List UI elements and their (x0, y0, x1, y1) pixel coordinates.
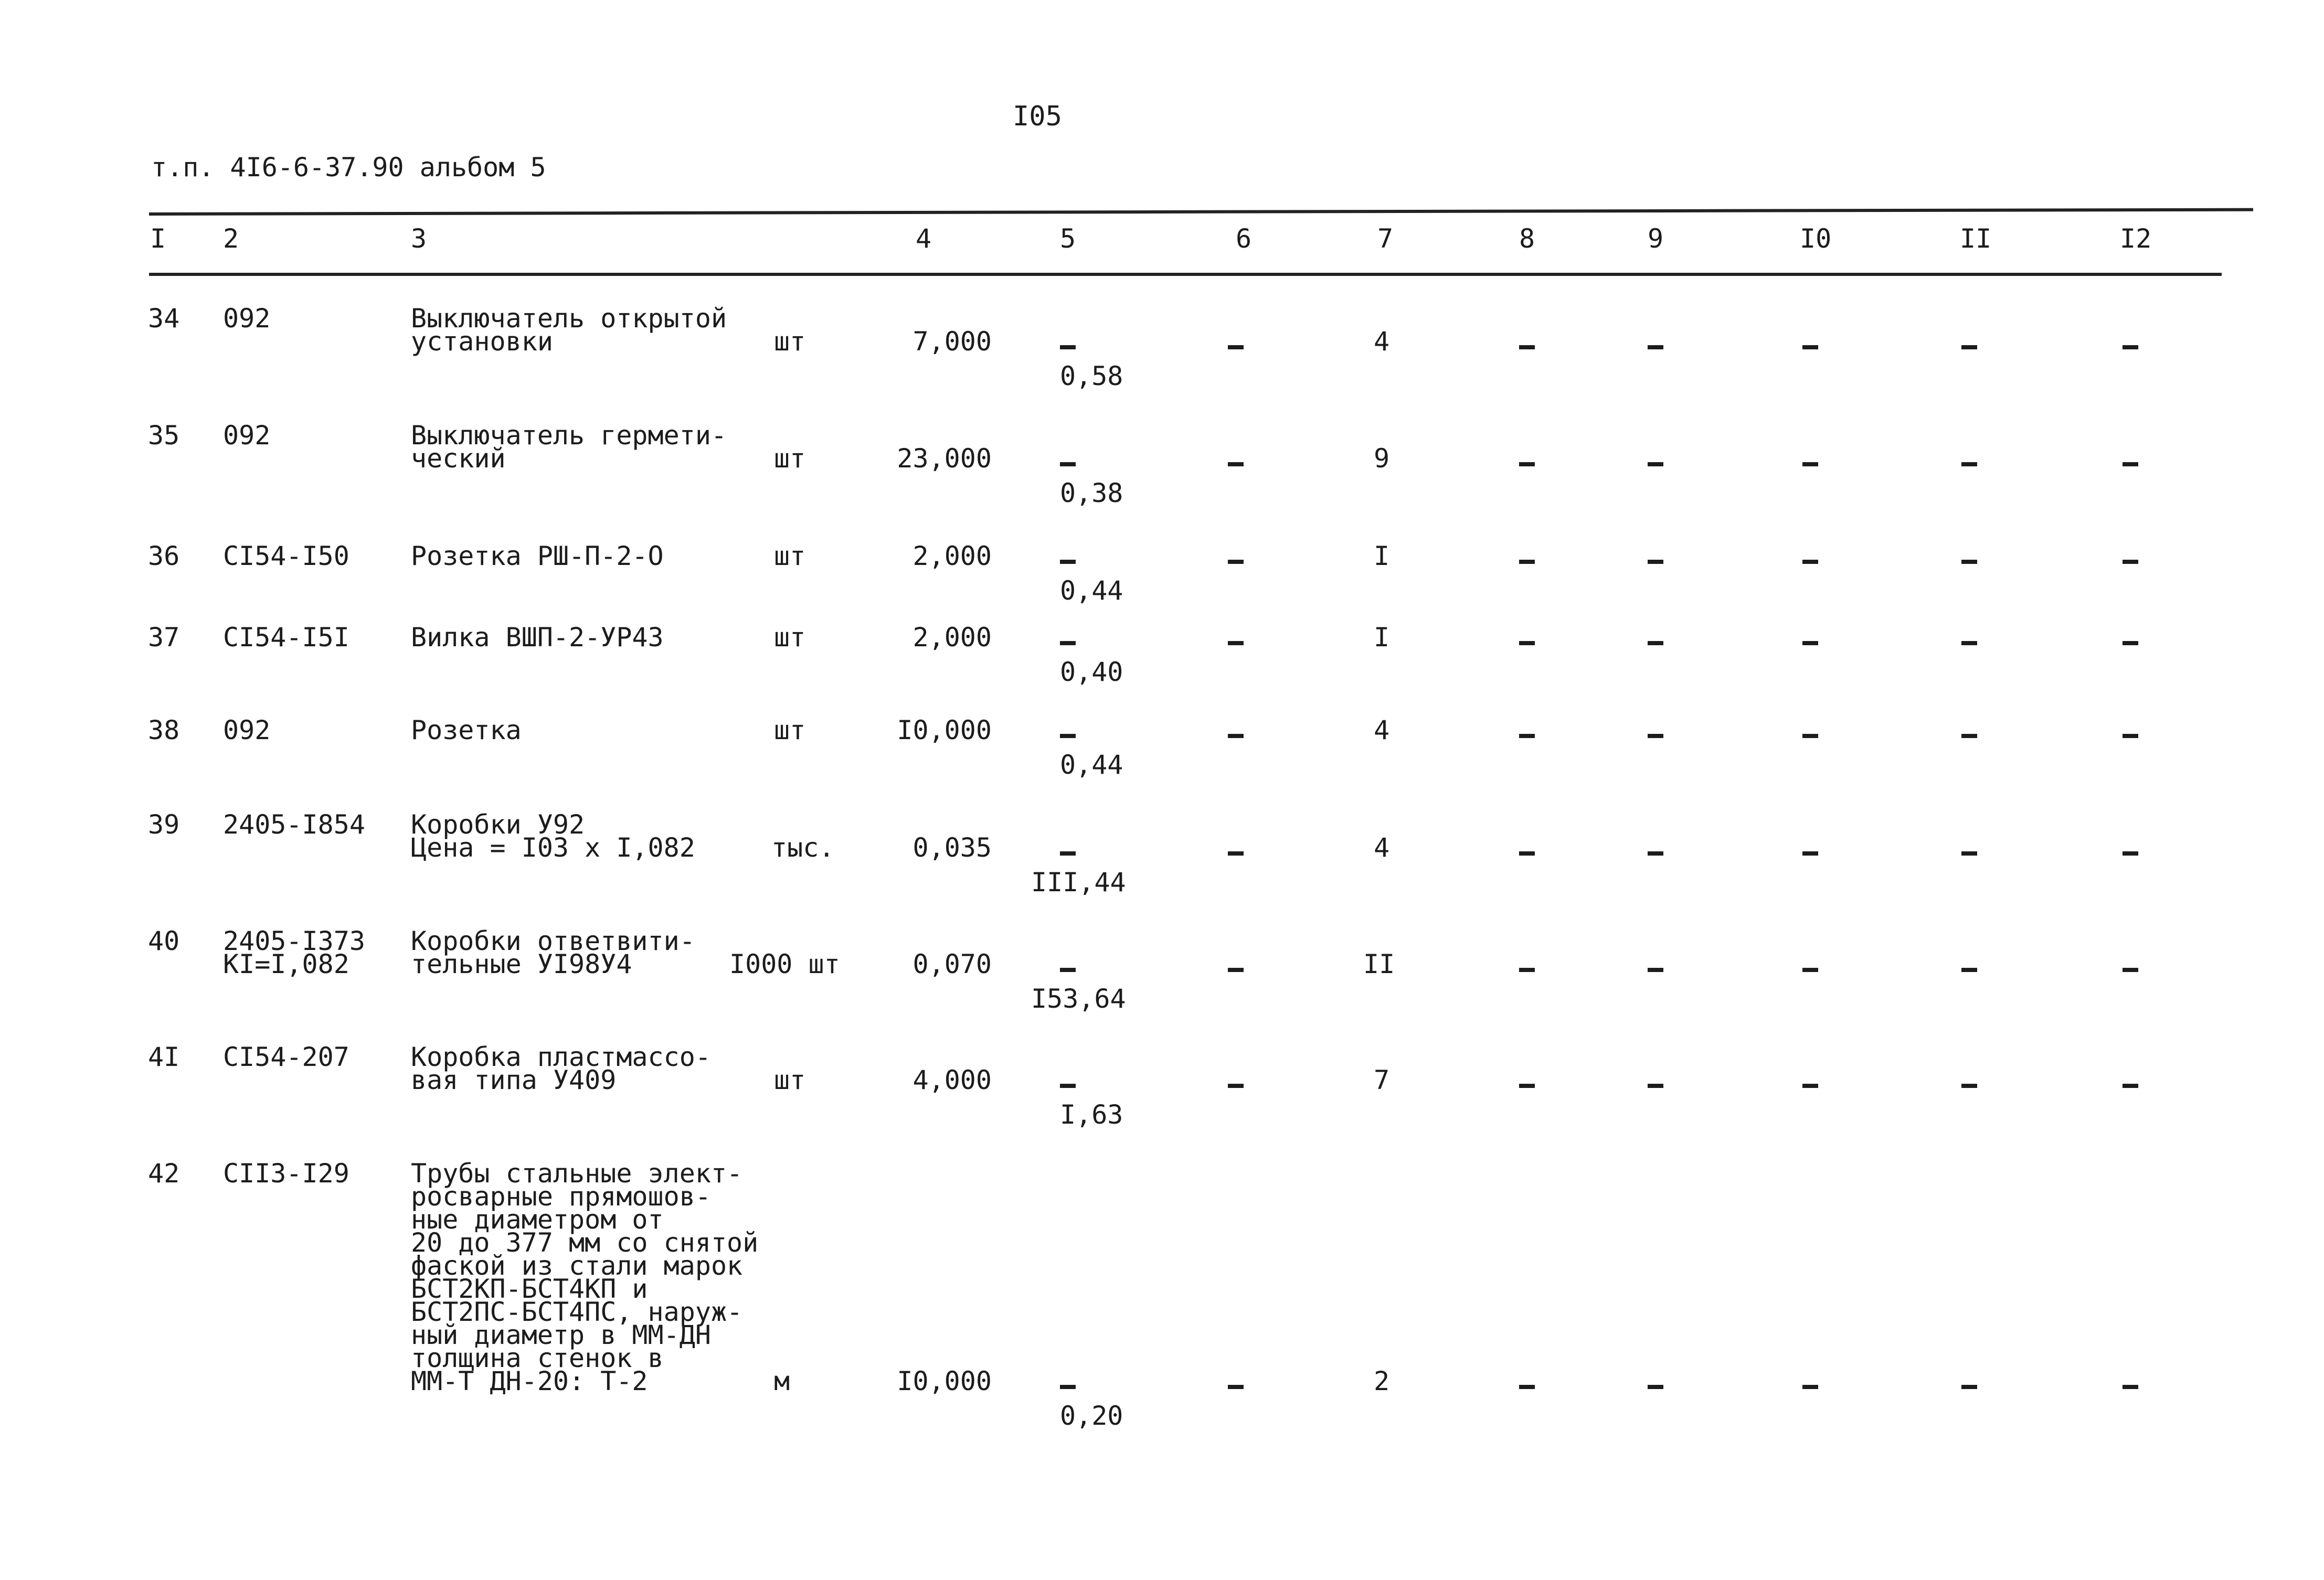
column10-dash (1802, 341, 1818, 346)
column11-dash (1961, 637, 1977, 642)
row-unit: шт (774, 326, 806, 357)
row-code: 2405-I854 (223, 809, 365, 840)
column6-dash (1228, 1381, 1244, 1385)
row-name-line: установки (411, 326, 553, 357)
column8-dash (1519, 964, 1535, 968)
column-header-10: I0 (1800, 223, 1832, 254)
column8-dash (1519, 730, 1535, 734)
row-number: 38 (148, 715, 180, 745)
column5-value: 0,58 (1060, 361, 1123, 391)
row-name-line: ные диаметром от (411, 1204, 664, 1235)
row-number: 42 (148, 1158, 180, 1189)
row-code: CI54-I5I (223, 622, 349, 653)
column6-dash (1228, 848, 1244, 852)
column7-value: 9 (1374, 443, 1390, 474)
row-name-line: Коробки У92 (411, 809, 585, 840)
row-name-line: Розетка РШ-П-2-О (411, 541, 664, 571)
row-name-line: толщина стенок в (411, 1343, 664, 1373)
row-code: CI54-207 (223, 1042, 349, 1072)
column-header-2: 2 (223, 223, 239, 254)
column11-dash (1961, 730, 1977, 734)
row-name-line: ММ-Т ДН-20: Т-2 (411, 1366, 648, 1396)
column-header-4: 4 (916, 223, 932, 254)
column5-value: I53,64 (1031, 984, 1126, 1014)
row-name-line: фаской из стали марок (411, 1251, 743, 1281)
column5-dash (1060, 637, 1076, 642)
column8-dash (1519, 556, 1535, 560)
row-name-line: Трубы стальные элект- (411, 1158, 743, 1189)
column5-value: 0,44 (1060, 575, 1123, 606)
column8-dash (1519, 458, 1535, 463)
row-code-coefficient: KI=I,082 (223, 949, 349, 979)
row-name-line: вая типа У409 (411, 1065, 617, 1095)
column10-dash (1802, 637, 1818, 642)
row-code: 092 (223, 420, 271, 451)
column-header-9: 9 (1648, 223, 1664, 254)
column7-value: I (1374, 541, 1390, 571)
row-name-line: БСТ2ПС-БСТ4ПС, наруж- (411, 1297, 743, 1327)
column12-dash (2123, 848, 2138, 852)
row-name-line: Выключатель гермети- (411, 420, 727, 451)
column8-dash (1519, 637, 1535, 642)
column10-dash (1802, 458, 1818, 463)
row-quantity: 0,035 (912, 832, 992, 863)
column10-dash (1802, 848, 1818, 852)
column11-dash (1961, 341, 1977, 346)
column7-value: 4 (1374, 832, 1390, 863)
column9-dash (1648, 848, 1663, 852)
column-header-8: 8 (1519, 223, 1535, 254)
column9-dash (1648, 730, 1663, 734)
row-unit: шт (774, 715, 806, 745)
row-code: 092 (223, 303, 271, 334)
column11-dash (1961, 848, 1977, 852)
column12-dash (2123, 964, 2138, 968)
column5-dash (1060, 848, 1076, 852)
column7-value: 7 (1374, 1065, 1390, 1095)
column12-dash (2123, 730, 2138, 734)
column9-dash (1648, 637, 1663, 642)
column5-dash (1060, 556, 1076, 560)
row-name-line: Выключатель открытой (411, 303, 727, 334)
row-number: 36 (148, 541, 180, 571)
row-unit: шт (774, 1065, 806, 1095)
row-unit: тыс. (771, 832, 835, 863)
row-name-line: Коробки ответвити- (411, 926, 695, 956)
row-name-line: Розетка (411, 715, 522, 745)
row-quantity: 2,000 (912, 541, 992, 571)
column12-dash (2123, 556, 2138, 560)
document-reference: т.п. 4I6-6-37.90 альбом 5 (151, 152, 546, 183)
column10-dash (1802, 556, 1818, 560)
column-header-7: 7 (1377, 223, 1394, 254)
row-code: 092 (223, 715, 271, 745)
row-number: 39 (148, 809, 180, 840)
column5-dash (1060, 964, 1076, 968)
row-number: 40 (148, 926, 180, 956)
row-unit: шт (774, 622, 806, 653)
row-number: 34 (148, 303, 180, 334)
row-code: CI54-I50 (223, 541, 349, 571)
column5-value: 0,40 (1060, 657, 1123, 687)
row-quantity: 2,000 (912, 622, 992, 653)
column9-dash (1648, 458, 1663, 463)
row-quantity: I0,000 (897, 715, 992, 745)
header-rule-top (149, 208, 2253, 216)
column12-dash (2123, 458, 2138, 463)
column8-dash (1519, 341, 1535, 346)
column6-dash (1228, 458, 1244, 463)
column9-dash (1648, 556, 1663, 560)
column5-value: I,63 (1060, 1099, 1123, 1130)
column10-dash (1802, 964, 1818, 968)
column11-dash (1961, 1381, 1977, 1385)
row-name-line: ческий (411, 443, 506, 474)
row-unit: м (774, 1366, 790, 1396)
column5-value: 0,20 (1060, 1401, 1123, 1431)
column6-dash (1228, 1080, 1244, 1084)
row-quantity: 23,000 (897, 443, 992, 474)
column-header-3: 3 (411, 223, 427, 254)
row-name-line: тельные УI98У4 (411, 949, 632, 979)
column11-dash (1961, 458, 1977, 463)
row-name-line: Вилка ВШП-2-УР43 (411, 622, 664, 653)
column-header-12: I2 (2120, 223, 2152, 254)
row-name-line: Цена = I03 x I,082 (411, 832, 695, 863)
row-quantity: 0,070 (912, 949, 992, 979)
column6-dash (1228, 341, 1244, 346)
column5-dash (1060, 458, 1076, 463)
column6-dash (1228, 556, 1244, 560)
column12-dash (2123, 1080, 2138, 1084)
column8-dash (1519, 1381, 1535, 1385)
column5-value: 0,44 (1060, 750, 1123, 780)
column11-dash (1961, 556, 1977, 560)
column8-dash (1519, 1080, 1535, 1084)
column-header-1: I (150, 223, 166, 254)
header-rule-bottom (149, 273, 2222, 276)
row-name-line: 20 до 377 мм со снятой (411, 1227, 759, 1258)
row-name-line: росварные прямошов- (411, 1181, 711, 1212)
column12-dash (2123, 341, 2138, 346)
column10-dash (1802, 730, 1818, 734)
column10-dash (1802, 1381, 1818, 1385)
column7-value: 4 (1374, 715, 1390, 745)
column6-dash (1228, 730, 1244, 734)
column11-dash (1961, 1080, 1977, 1084)
column7-value: 2 (1374, 1366, 1390, 1396)
row-unit: I000 шт (729, 949, 840, 979)
column9-dash (1648, 964, 1663, 968)
column7-value: I (1374, 622, 1390, 653)
column5-value: III,44 (1031, 867, 1126, 898)
column7-value: 4 (1374, 326, 1390, 357)
column-header-11: II (1960, 223, 1992, 254)
column12-dash (2123, 637, 2138, 642)
row-name-line: Коробка пластмассо- (411, 1042, 711, 1072)
column5-value: 0,38 (1060, 478, 1123, 508)
column9-dash (1648, 1381, 1663, 1385)
column-header-6: 6 (1236, 223, 1252, 254)
row-number: 35 (148, 420, 180, 451)
column9-dash (1648, 341, 1663, 346)
column-header-5: 5 (1060, 223, 1076, 254)
column6-dash (1228, 637, 1244, 642)
row-name-line: БСТ2КП-БСТ4КП и (411, 1274, 648, 1304)
row-name-line: ный диаметр в ММ-ДН (411, 1320, 711, 1350)
row-unit: шт (774, 541, 806, 571)
column5-dash (1060, 730, 1076, 734)
row-quantity: 4,000 (912, 1065, 992, 1095)
column5-dash (1060, 341, 1076, 346)
column5-dash (1060, 1381, 1076, 1385)
row-code: 2405-I373 (223, 926, 365, 956)
column11-dash (1961, 964, 1977, 968)
row-unit: шт (774, 443, 806, 474)
column6-dash (1228, 964, 1244, 968)
column7-value: II (1363, 949, 1395, 979)
row-number: 4I (148, 1042, 180, 1072)
row-number: 37 (148, 622, 180, 653)
column5-dash (1060, 1080, 1076, 1084)
column9-dash (1648, 1080, 1663, 1084)
column12-dash (2123, 1381, 2138, 1385)
row-quantity: I0,000 (897, 1366, 992, 1396)
row-quantity: 7,000 (912, 326, 992, 357)
page-number: I05 (1013, 101, 1062, 132)
row-code: CII3-I29 (223, 1158, 349, 1189)
column10-dash (1802, 1080, 1818, 1084)
column8-dash (1519, 848, 1535, 852)
